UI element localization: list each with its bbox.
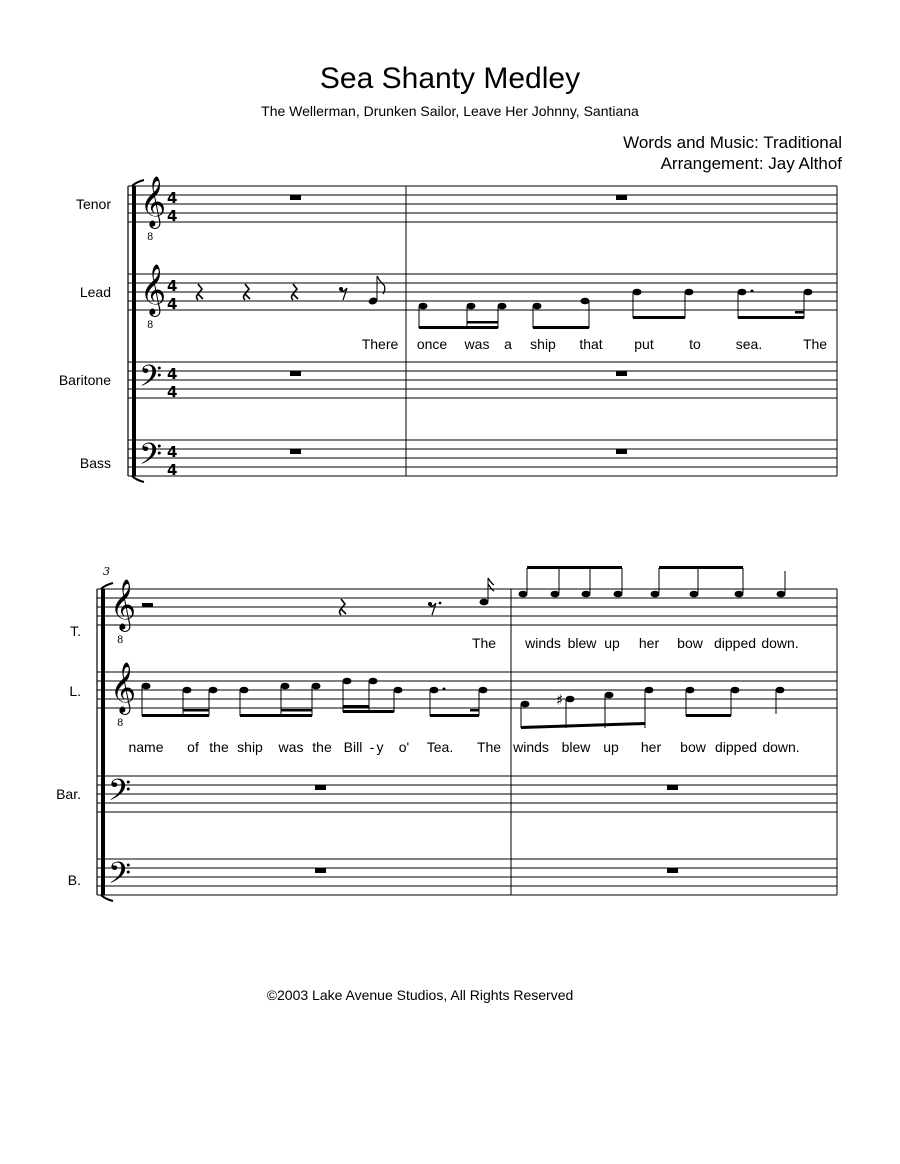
part-name-tenor: Tenor	[75, 196, 111, 212]
system-1-barlines	[128, 186, 837, 476]
lyric-syllable: blew	[561, 739, 591, 755]
lyric-syllable: bow	[677, 635, 703, 651]
half-rest	[142, 603, 153, 607]
lead-measure-2-beams	[419, 311, 804, 329]
bass-clef-icon: 𝄢	[139, 438, 163, 479]
svg-text:4: 4	[167, 443, 178, 461]
lyric-syllable: to	[689, 336, 701, 352]
lyric-syllable: winds	[513, 739, 549, 755]
system-2-staff-lines	[97, 589, 837, 895]
lead-measure-3-noteheads	[142, 678, 488, 694]
system-2-barlines	[97, 589, 837, 895]
lyric-syllable: y	[376, 739, 384, 755]
whole-rests	[315, 785, 678, 873]
svg-text:4: 4	[167, 295, 178, 313]
dotted-eighth-rest	[428, 602, 441, 615]
lyric-syllable: The	[471, 635, 497, 651]
part-abbr-tenor: T.	[70, 623, 81, 639]
lyric-syllable: ship	[530, 336, 556, 352]
lyric-syllable: o'	[398, 739, 410, 755]
copyright-notice: ©2003 Lake Avenue Studios, All Rights Reserved	[266, 987, 574, 1003]
lyric-syllable: was	[464, 336, 490, 352]
part-abbr-bass: B.	[67, 872, 81, 888]
lyric-syllable: -	[369, 739, 375, 755]
lead-measure-4-beams	[521, 714, 731, 729]
part-name-lead: Lead	[79, 284, 111, 300]
treble-clef-icon: 𝄞	[110, 662, 137, 713]
lyric-syllable: ship	[237, 739, 263, 755]
lyric-syllable: Tea.	[426, 739, 454, 755]
whole-rests	[290, 195, 627, 454]
lyric-syllable: down.	[761, 635, 799, 651]
treble-clef-icon: 𝄞	[140, 176, 167, 227]
lyric-syllable: her	[638, 635, 660, 651]
bass-clef-icon: 𝄢	[108, 857, 132, 898]
lyric-syllable: that	[579, 336, 603, 352]
sixteenth-note	[480, 578, 495, 605]
octave-8-mark: 8	[117, 718, 124, 729]
eighth-rest	[339, 287, 347, 300]
treble-clef-icon: 𝄞	[110, 579, 137, 630]
system-2-bracket	[101, 583, 113, 901]
lyric-syllable: sea.	[735, 336, 763, 352]
lyric-syllable: of	[187, 739, 199, 755]
lyric-syllable: The	[802, 336, 828, 352]
lyric-syllable: up	[603, 739, 619, 755]
sharp-icon: ♯	[556, 691, 564, 709]
bass-clef-icon: 𝄢	[108, 774, 132, 815]
lyric-syllable: up	[604, 635, 620, 651]
lead-measure-3-beams	[142, 705, 479, 717]
bass-clef-icon: 𝄢	[139, 360, 163, 401]
lyric-syllable: name	[128, 739, 164, 755]
part-abbr-lead: L.	[69, 683, 81, 699]
arrangement-credit: Arrangement: Jay Althof	[660, 154, 842, 173]
lyric-syllable: down.	[762, 739, 800, 755]
lyric-syllable: The	[476, 739, 502, 755]
score-title: Sea Shanty Medley	[319, 62, 581, 95]
lyric-syllable: the	[312, 739, 332, 755]
words-music-credit: Words and Music: Traditional	[623, 133, 842, 152]
tenor-measure-4-beams	[527, 566, 743, 569]
lyric-syllable: put	[634, 336, 654, 352]
octave-8-mark: 8	[147, 232, 154, 243]
lyric-syllable: her	[640, 739, 662, 755]
lyric-syllable: a	[504, 336, 512, 352]
octave-8-mark: 8	[117, 635, 124, 646]
score-subtitle: The Wellerman, Drunken Sailor, Leave Her Johnny, Santiana	[261, 103, 639, 119]
svg-text:4: 4	[167, 277, 178, 295]
part-name-bass: Bass	[79, 455, 111, 471]
lyric-syllable: blew	[567, 635, 597, 651]
lyric-syllable: dipped	[714, 739, 758, 755]
time-signatures	[167, 189, 177, 479]
lyric-syllable: winds	[525, 635, 561, 651]
measure-number: 3	[103, 565, 110, 578]
octave-8-mark: 8	[147, 320, 154, 331]
svg-text:4: 4	[167, 461, 178, 479]
svg-text:4: 4	[167, 365, 178, 383]
lyric-syllable: bow	[680, 739, 706, 755]
svg-text:4: 4	[167, 207, 178, 225]
lyric-syllable: Bill	[343, 739, 363, 755]
treble-clef-icon: 𝄞	[140, 264, 167, 315]
system-1-staff-lines	[128, 186, 837, 476]
part-abbr-baritone: Bar.	[56, 786, 81, 802]
svg-text:4: 4	[167, 189, 178, 207]
lyric-syllable: dipped	[713, 635, 757, 651]
lyric-syllable: once	[416, 336, 448, 352]
part-name-baritone: Baritone	[58, 372, 111, 388]
lyric-syllable: There	[361, 336, 399, 352]
svg-text:4: 4	[167, 383, 178, 401]
lyric-syllable: was	[278, 739, 304, 755]
lyric-syllable: the	[209, 739, 229, 755]
